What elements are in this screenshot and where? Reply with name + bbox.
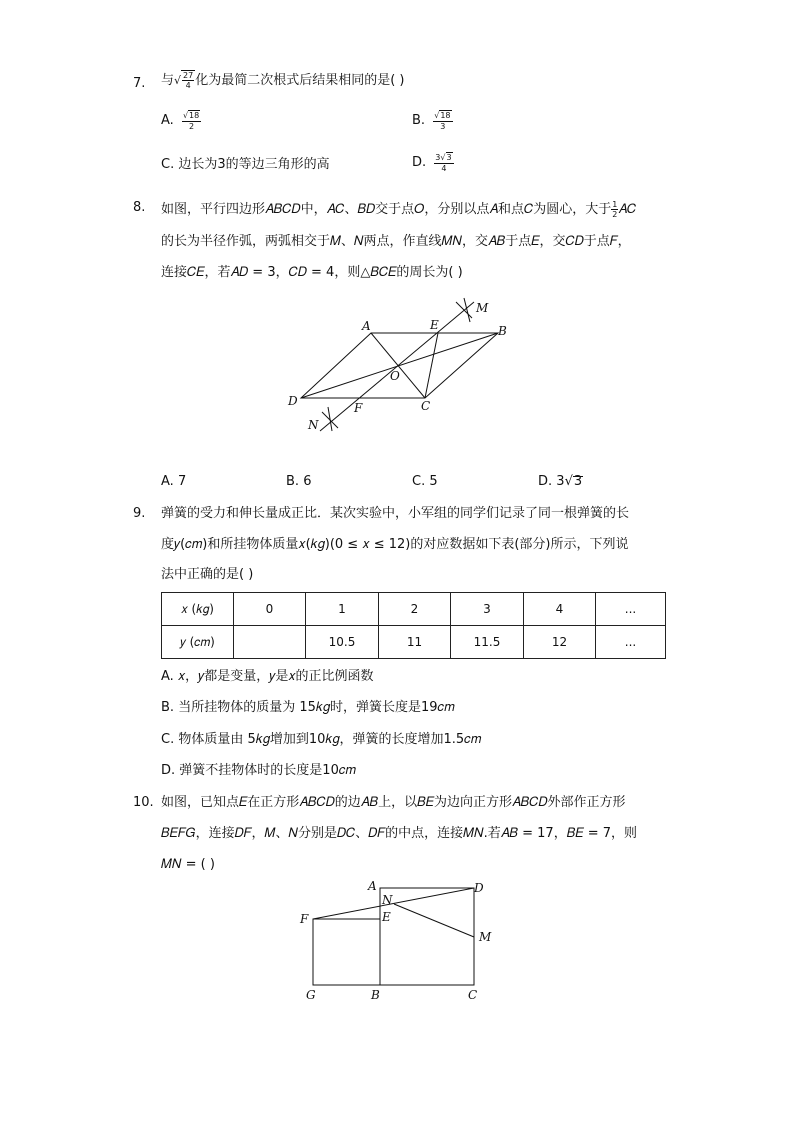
question-stem-line-3: 法中正确的是( ) [161, 567, 254, 582]
question-stem-line-2: 的长为半径作弧，两弧相交于𝑀、𝑁两点，作直线𝑀𝑁，交𝐴𝐵于点𝐸，交𝐶𝐷于点𝐹， [161, 234, 631, 249]
label-f: F [354, 401, 363, 415]
option-a[interactable]: A. $\frac{√18}{2}$ [161, 111, 200, 131]
question-number: 8. [133, 200, 146, 215]
option-c[interactable]: C. 5 [412, 474, 438, 489]
table-cell: 1 [306, 593, 379, 626]
table-cell: 12 [524, 626, 596, 659]
table-cell: 𝑦 (𝑐𝑚) [162, 626, 234, 659]
option-d[interactable]: D. 弹簧不挂物体时的长度是10𝑐𝑚 [161, 763, 356, 778]
table-cell: 11 [379, 626, 451, 659]
table-cell: 2 [379, 593, 451, 626]
option-b[interactable]: B. 当所挂物体的质量为 15𝑘𝑔时，弹簧长度是19𝑐𝑚 [161, 700, 455, 715]
option-d[interactable]: D. 3√3 [538, 474, 583, 489]
label-m: M [476, 301, 489, 315]
label-b: B [498, 324, 507, 338]
square-figure [296, 878, 516, 1008]
question-stem-line-1: 如图，平行四边形𝐴𝐵𝐶𝐷中，𝐴𝐶、𝐵𝐷交于点𝑂，分别以点𝐴和点𝐶为圆心，大于 $\frac{1}{2}$ 𝐴𝐶 [161, 200, 637, 219]
question-stem: 与√ $\frac{27}{4}$ 化为最简二次根式后结果相同的是( ) [161, 71, 405, 90]
line-mn [320, 302, 474, 431]
square-abcd [380, 888, 474, 985]
option-a[interactable]: A. 𝑥，𝑦都是变量，𝑦是𝑥的正比例函数 [161, 669, 374, 684]
option-c[interactable]: C. 边长为3的等边三角形的高 [161, 157, 330, 172]
label-c: C [468, 988, 478, 1002]
option-a[interactable]: A. 7 [161, 474, 187, 489]
table-cell: 0 [234, 593, 306, 626]
option-b[interactable]: B. 6 [286, 474, 312, 489]
label-e: E [382, 910, 391, 924]
question-stem-line-1: 弹簧的受力和伸长量成正比．某次实验中，小军组的同学们记录了同一根弹簧的长 [161, 506, 630, 521]
question-number: 9. [133, 506, 146, 521]
label-a: A [368, 879, 377, 893]
segment-df [313, 888, 474, 919]
table-cell: ... [596, 593, 666, 626]
label-m: M [479, 930, 492, 944]
table-cell: 4 [524, 593, 596, 626]
label-a: A [362, 319, 371, 333]
question-stem-line-2: 𝐵𝐸𝐹𝐺，连接𝐷𝐹，𝑀、𝑁分别是𝐷𝐶、𝐷𝐹的中点，连接𝑀𝑁.若𝐴𝐵 = 17，𝐵𝐸 = 7，则 [161, 826, 637, 841]
table-cell: 3 [451, 593, 524, 626]
question-number: 10. [133, 795, 154, 810]
label-f: F [300, 912, 309, 926]
diagonal-bd [301, 333, 498, 398]
label-n: N [382, 893, 393, 907]
label-b: B [371, 988, 380, 1002]
table-cell: 11.5 [451, 626, 524, 659]
label-d: D [474, 881, 484, 895]
label-o: O [390, 369, 400, 383]
segment-mn [394, 904, 474, 937]
question-stem-line-3: 𝑀𝑁 = ( ) [161, 857, 215, 872]
label-e: E [430, 318, 439, 332]
label-g: G [306, 988, 316, 1002]
data-table [161, 592, 666, 659]
question-stem-line-3: 连接𝐶𝐸，若𝐴𝐷 = 3，𝐶𝐷 = 4，则△𝐵𝐶𝐸的周长为( ) [161, 265, 463, 280]
table-row [162, 626, 666, 659]
table-cell: 10.5 [306, 626, 379, 659]
option-d[interactable]: D. $\frac{3√3}{4}$ [412, 153, 452, 173]
table-cell: ... [596, 626, 666, 659]
table-row [162, 593, 666, 626]
option-c[interactable]: C. 物体质量由 5𝑘𝑔增加到10𝑘𝑔，弹簧的长度增加1.5𝑐𝑚 [161, 732, 482, 747]
square-befg [313, 919, 380, 985]
parallelogram-figure [286, 296, 526, 436]
question-stem-line-1: 如图，已知点𝐸在正方形𝐴𝐵𝐶𝐷的边𝐴𝐵上，以𝐵𝐸为边向正方形𝐴𝐵𝐶𝐷外部作正方形 [161, 795, 626, 810]
question-stem-line-2: 度𝑦(𝑐𝑚)和所挂物体质量𝑥(𝑘𝑔)(0 ≤ 𝑥 ≤ 12)的对应数据如下表(部分)所示，下列说 [161, 537, 629, 552]
table-cell [234, 626, 306, 659]
question-number: 7. [133, 76, 146, 91]
table-cell: 𝑥 (𝑘𝑔) [162, 593, 234, 626]
label-d: D [288, 394, 298, 408]
label-n: N [308, 418, 319, 432]
label-c: C [421, 399, 431, 413]
option-b[interactable]: B. $\frac{√18}{3}$ [412, 111, 451, 131]
